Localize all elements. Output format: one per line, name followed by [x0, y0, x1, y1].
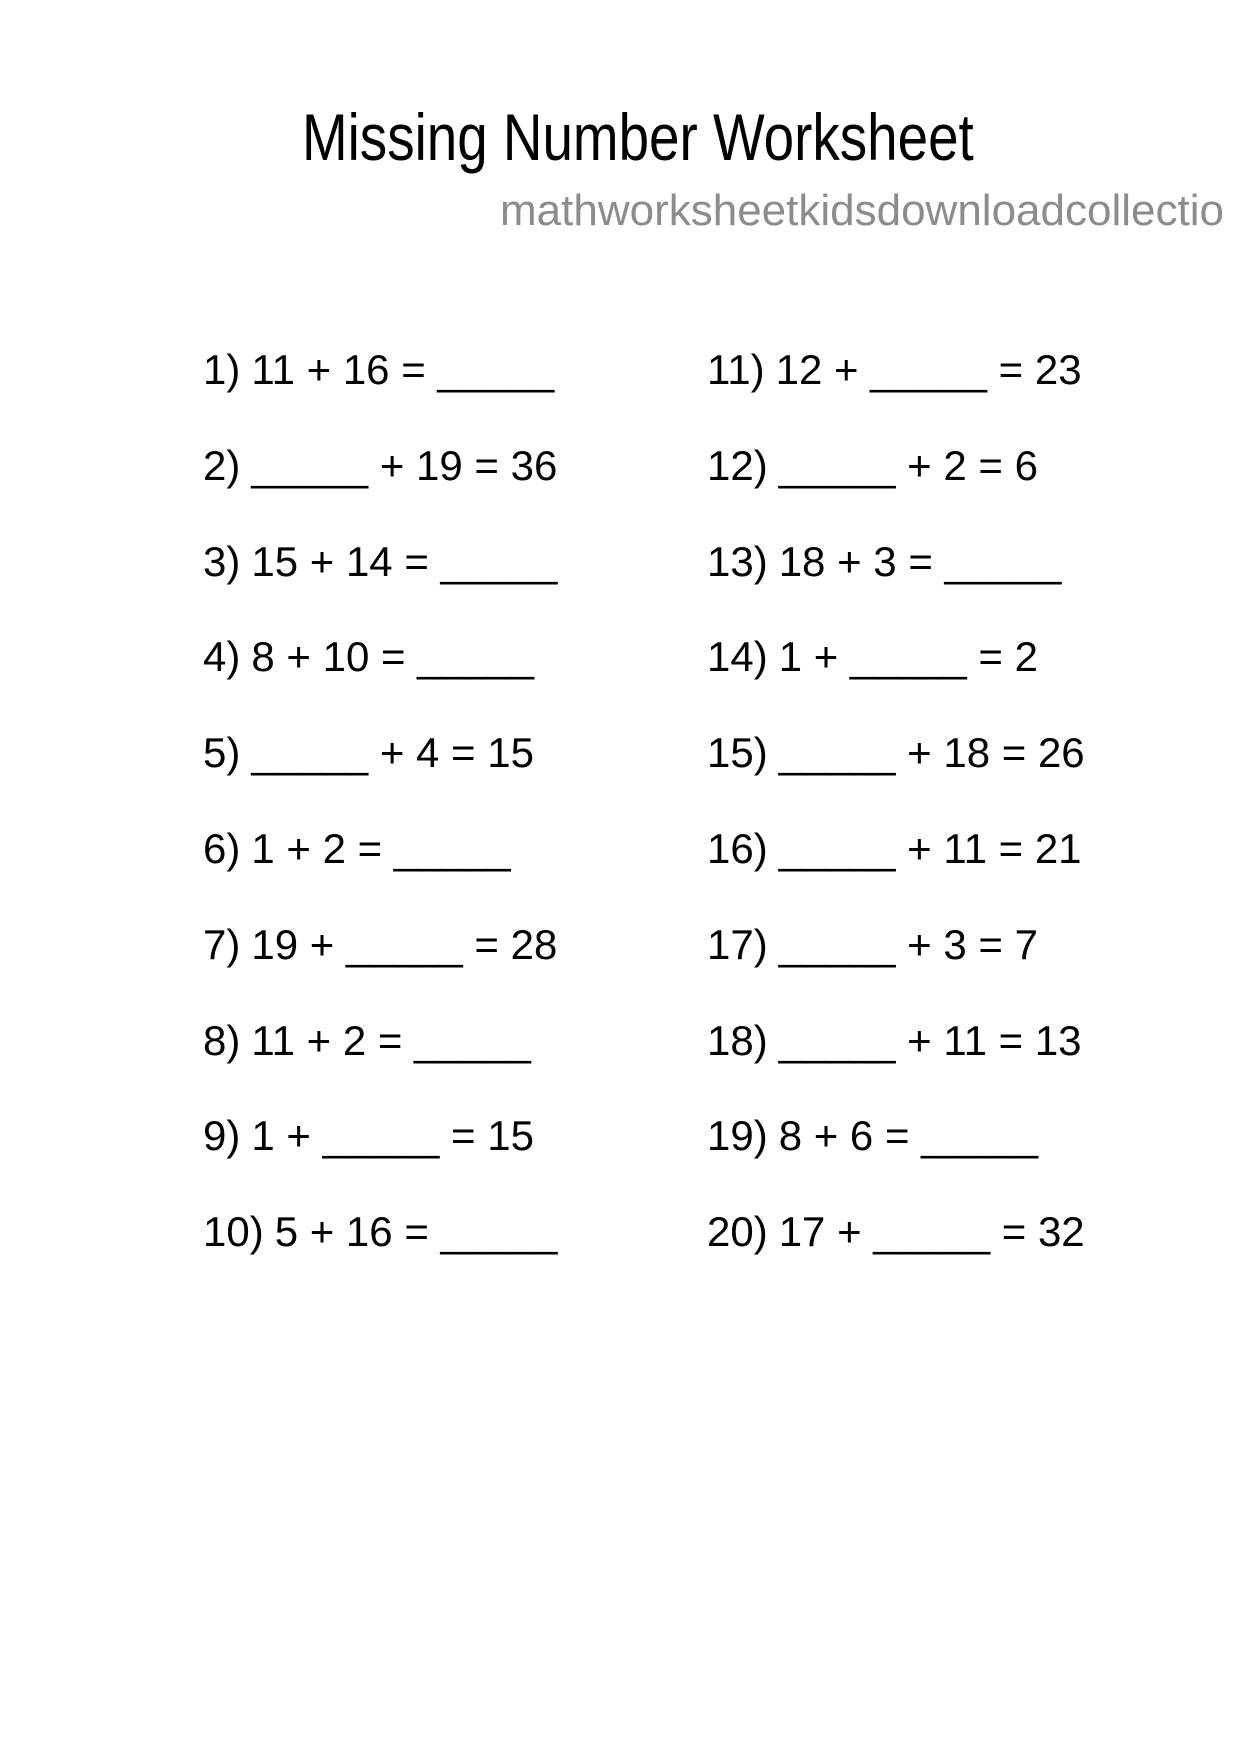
problem-number: 17)	[707, 920, 768, 968]
problem-row	[203, 537, 558, 637]
problem-row	[203, 633, 557, 732]
problem-number: 7)	[203, 920, 241, 968]
problem-row	[203, 920, 558, 1020]
problem-equation: _____ + 2 = 6	[778, 441, 1038, 489]
problem-equation: 11 + 16 = _____	[251, 346, 555, 393]
problem-number: 9)	[203, 1112, 241, 1160]
problem-number: 18)	[707, 1016, 768, 1064]
page-title: Missing Number Worksheet	[302, 100, 974, 174]
problem-row	[203, 729, 557, 828]
problem-equation: _____ + 11 = 13	[778, 1016, 1082, 1064]
problem-number: 8)	[203, 1016, 241, 1064]
problem-row	[707, 824, 1085, 924]
problem-number: 20)	[707, 1208, 768, 1256]
problem-column-left	[203, 346, 558, 1307]
problem-column-right	[707, 346, 1085, 1307]
problem-equation: 11 + 2 = _____	[251, 1016, 531, 1064]
problem-number: 11)	[707, 346, 765, 393]
problem-equation: _____ + 18 = 26	[778, 729, 1085, 777]
problem-row	[203, 1208, 558, 1307]
problem-equation: 5 + 16 = _____	[274, 1208, 558, 1256]
problem-equation: _____ + 19 = 36	[251, 441, 558, 489]
site-credit-watermark: mathworksheetkidsdownloadcollectio	[500, 186, 1224, 235]
problem-number: 19)	[707, 1112, 768, 1160]
problem-equation: 18 + 3 = _____	[778, 537, 1062, 585]
problem-row	[203, 441, 558, 541]
problem-row	[707, 441, 1085, 541]
problem-number: 5)	[203, 729, 241, 777]
problem-equation: _____ + 11 = 21	[778, 824, 1082, 872]
problem-number: 13)	[707, 537, 768, 585]
problem-equation: 8 + 10 = _____	[251, 633, 534, 681]
problem-row	[203, 1016, 557, 1116]
problem-number: 3)	[203, 537, 241, 585]
problem-equation: 15 + 14 = _____	[251, 537, 558, 585]
problem-equation: 1 + _____ = 15	[251, 1112, 534, 1160]
problem-row	[707, 729, 1085, 828]
problem-equation: 19 + _____ = 28	[251, 920, 558, 968]
problem-number: 15)	[707, 729, 768, 777]
problem-number: 16)	[707, 824, 768, 872]
problem-row	[707, 920, 1085, 1020]
problem-number: 1)	[203, 346, 241, 393]
problem-equation: 1 + 2 = _____	[251, 824, 511, 872]
problem-number: 14)	[707, 633, 768, 681]
problem-number: 10)	[203, 1208, 264, 1256]
problem-row	[203, 346, 557, 445]
problem-row	[707, 1112, 1085, 1211]
problem-number: 6)	[203, 824, 241, 872]
problem-number: 4)	[203, 633, 241, 681]
problem-equation: 8 + 6 = _____	[778, 1112, 1038, 1160]
problem-number: 12)	[707, 441, 768, 489]
problem-row	[707, 346, 1085, 445]
problem-row	[203, 1112, 557, 1211]
problem-row	[707, 537, 1085, 637]
problem-number: 2)	[203, 441, 241, 489]
problem-equation: 1 + _____ = 2	[778, 633, 1038, 681]
problem-equation: _____ + 3 = 7	[778, 920, 1038, 968]
problem-equation: 17 + _____ = 32	[778, 1208, 1085, 1256]
problem-row	[707, 1016, 1085, 1116]
problem-row	[707, 633, 1085, 732]
problem-row	[203, 824, 557, 924]
problem-equation: 12 + _____ = 23	[775, 346, 1082, 393]
problem-equation: _____ + 4 = 15	[251, 729, 534, 777]
problem-row	[707, 1208, 1085, 1307]
